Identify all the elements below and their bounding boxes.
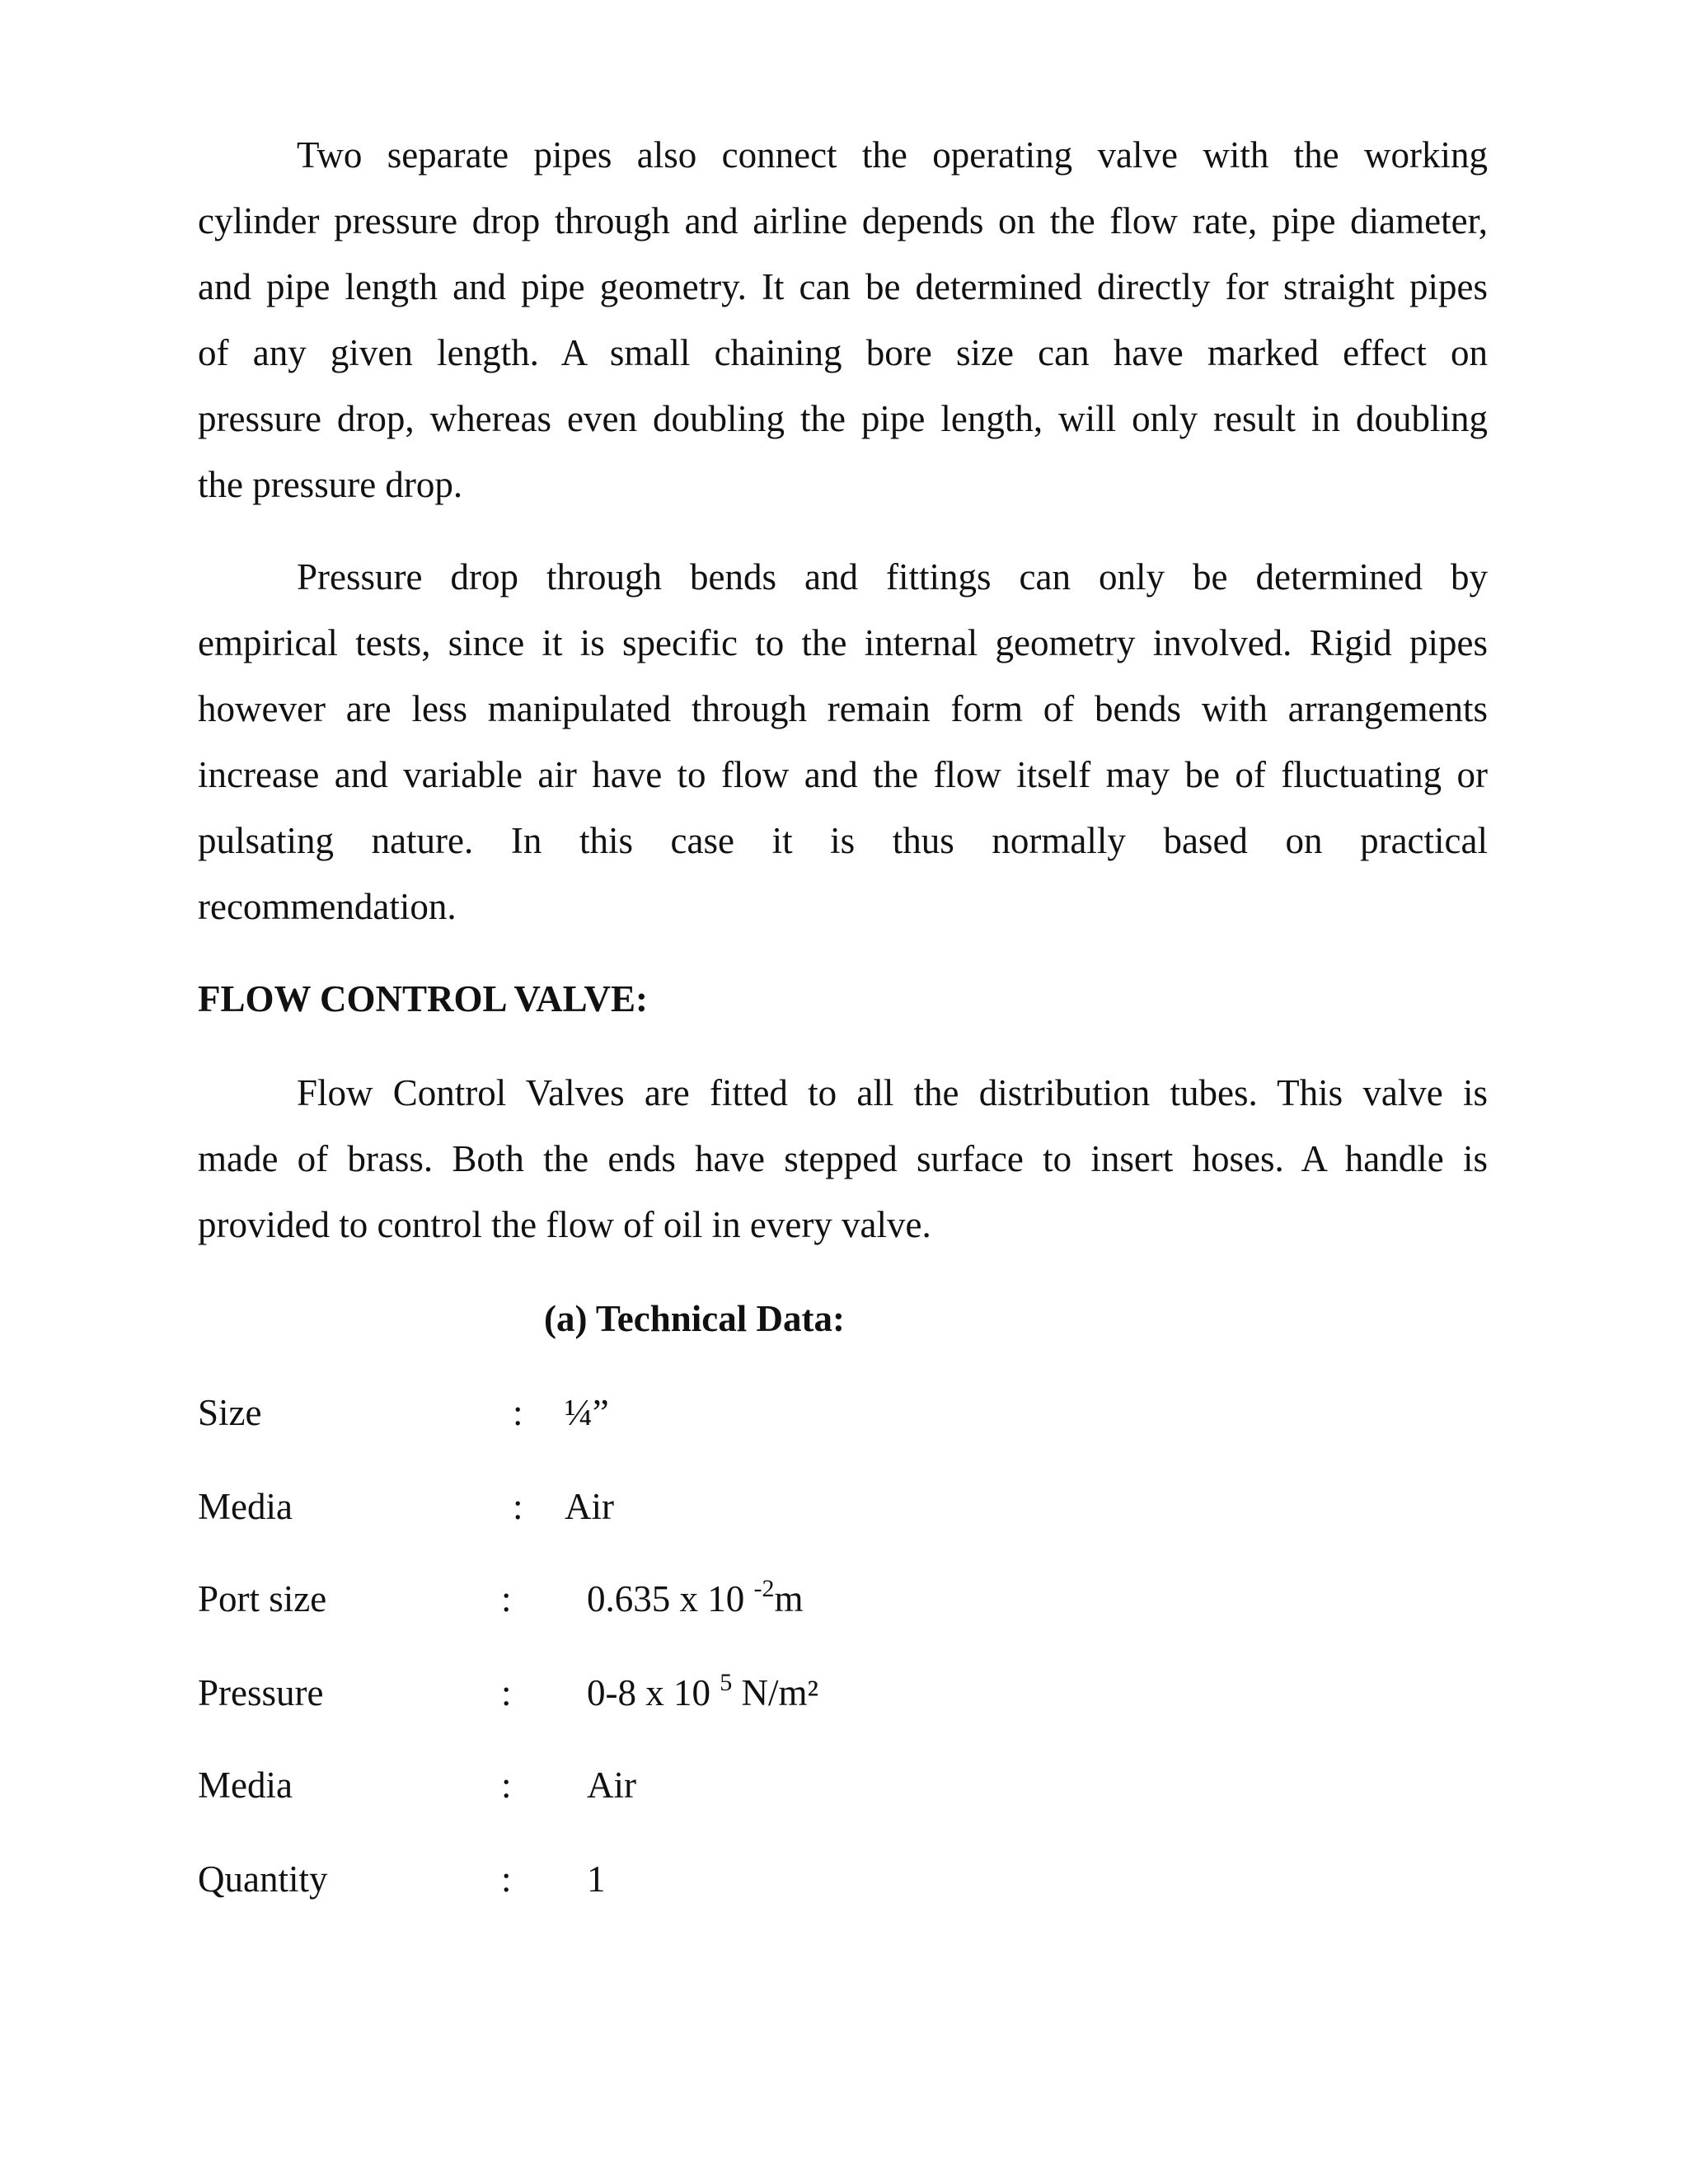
spec-value-port-size: 0.635 x 10 $^{-2}$m [587,1575,804,1619]
technical-data-heading: (a) Technical Data: [544,1298,845,1339]
port-size-exponent: -2 [753,1575,775,1602]
paragraph-1-line-4: of any given length. A small chaining bore size can have marked effect on [198,332,1488,373]
spec-label-port-size: Port size [198,1578,327,1619]
spec-colon: : [501,1765,512,1806]
spec-value-media: Air [565,1486,614,1527]
spec-label-pressure: Pressure [198,1672,324,1713]
spec-colon: : [501,1858,512,1900]
spec-label-quantity: Quantity [198,1858,328,1900]
paragraph-2-line-2: empirical tests, since it is specific to the internal geometry involved. Rigid pipes [198,622,1488,663]
paragraph-3-line-1: Flow Control Valves are fitted to all the distribution tubes. This valve is [297,1072,1488,1113]
spec-value-pressure: 0-8 x 10 $^5$ N/m² [587,1669,818,1713]
paragraph-2-line-4: increase and variable air have to flow and the flow itself may be of fluctuating or [198,754,1488,795]
spec-colon: : [513,1392,523,1433]
section-heading: FLOW CONTROL VALVE: [198,978,648,1019]
spec-value-media-2: Air [587,1765,636,1806]
spec-label-media: Media [198,1486,293,1527]
spec-value-size: ¼” [565,1392,609,1433]
spec-value-quantity: 1 [587,1858,606,1900]
spec-colon: : [513,1486,523,1527]
paragraph-1-line-6: the pressure drop. [198,464,463,505]
paragraph-3-line-3: provided to control the flow of oil in every valve. [198,1204,931,1245]
paragraph-1-line-5: pressure drop, whereas even doubling the pipe length, will only result in doubling [198,398,1488,439]
paragraph-2-line-1: Pressure drop through bends and fittings can only be determined by [297,556,1488,598]
paragraph-2-line-6: recommendation. [198,886,457,927]
paragraph-2-line-3: however are less manipulated through remain form of bends with arrangements [198,688,1488,729]
spec-label-media-2: Media [198,1765,293,1806]
paragraph-1-line-1: Two separate pipes also connect the operating valve with the working [297,134,1488,176]
spec-colon: : [501,1672,512,1713]
paragraph-1-line-2: cylinder pressure drop through and airline depends on the flow rate, pipe diameter, [198,200,1488,241]
pressure-exponent: 5 [720,1669,733,1696]
paragraph-2-line-5: pulsating nature. In this case it is thus normally based on practical [198,820,1488,861]
paragraph-3-line-2: made of brass. Both the ends have stepped surface to insert hoses. A handle is [198,1138,1488,1179]
spec-label-size: Size [198,1392,262,1433]
paragraph-1-line-3: and pipe length and pipe geometry. It can be determined directly for straight pipes [198,266,1488,307]
spec-colon: : [501,1578,512,1619]
